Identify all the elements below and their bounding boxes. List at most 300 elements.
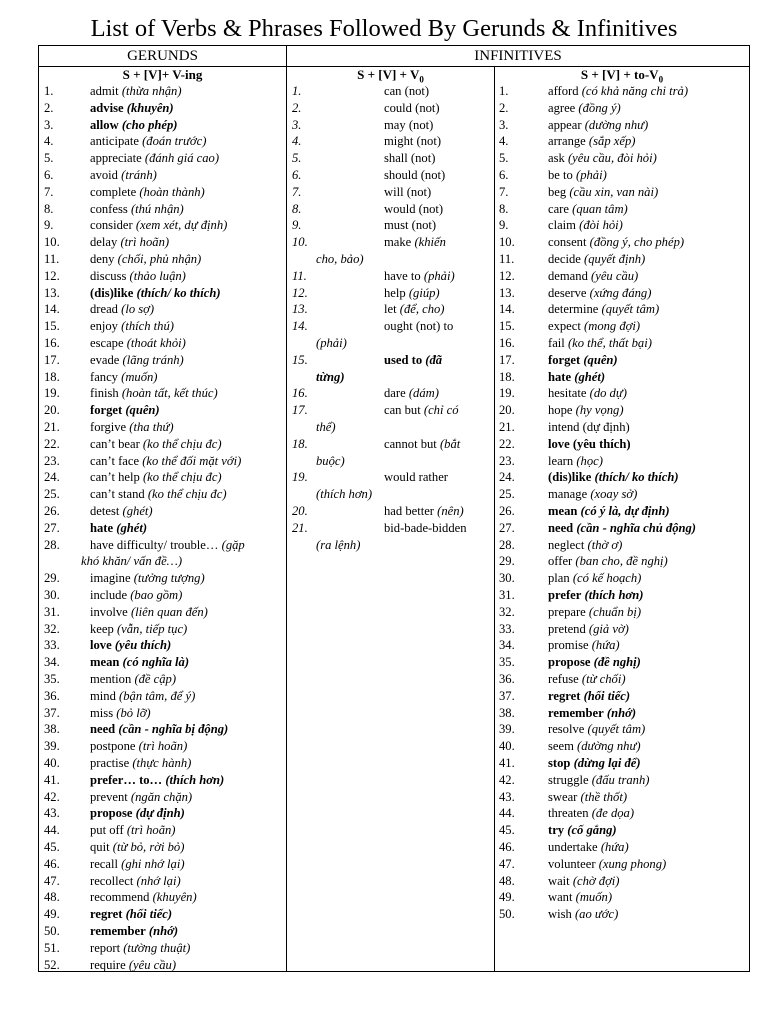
item-number: 27.	[44, 520, 60, 535]
item-number: 24.	[44, 470, 60, 485]
list-item	[499, 721, 747, 738]
item-number: 28.	[44, 537, 60, 552]
item-text	[90, 957, 176, 974]
item-number: 23.	[499, 453, 515, 468]
list-item	[292, 503, 490, 520]
item-text	[384, 520, 467, 537]
item-number: 10.	[499, 235, 515, 250]
meaning: (thích/ ko thích)	[594, 470, 679, 485]
meaning: (trì hoãn)	[120, 235, 170, 250]
item-text	[548, 335, 652, 352]
meaning: (từ bỏ, rời bỏ)	[112, 840, 185, 854]
list-item	[499, 369, 747, 386]
verb: recommend	[90, 890, 150, 905]
item-number: 4.	[292, 134, 302, 149]
meaning: (xứng đáng)	[589, 285, 652, 300]
verb: ought (not) to	[384, 319, 454, 334]
item-number: 47.	[499, 856, 515, 871]
list-item	[44, 402, 284, 419]
item-number: 9.	[499, 218, 509, 233]
verb: love	[548, 436, 570, 451]
verb: hesitate	[548, 386, 587, 401]
verb: cannot but	[384, 436, 437, 451]
verb: seem	[548, 739, 574, 754]
item-text	[90, 100, 174, 117]
item-text	[548, 604, 641, 621]
list-item	[44, 537, 284, 554]
verb: involve	[90, 604, 128, 619]
meaning: (vẫn, tiếp tục)	[116, 621, 188, 636]
list-item	[44, 520, 284, 537]
list-item	[499, 587, 747, 604]
item-number: 40.	[44, 756, 60, 770]
list-item	[499, 184, 747, 201]
item-number: 17.	[44, 352, 60, 367]
meaning: (xoay sở)	[590, 487, 638, 502]
item-number: 33.	[499, 621, 515, 636]
item-number: 38.	[44, 722, 60, 737]
list-item	[44, 453, 284, 470]
item-number: 36.	[44, 688, 60, 703]
verb: consider	[90, 218, 133, 233]
item-number: 44.	[44, 823, 60, 838]
item-text	[548, 789, 627, 806]
list-item	[292, 352, 490, 369]
meaning: (bỏ lỡ)	[116, 705, 151, 720]
item-number: 19.	[44, 386, 60, 401]
item-text	[90, 721, 228, 738]
verb: can but	[384, 403, 421, 418]
verb: report	[90, 940, 121, 955]
verb: should (not)	[384, 168, 446, 182]
item-number: 2.	[292, 100, 302, 115]
item-number: 41.	[499, 756, 515, 770]
item-text	[384, 385, 439, 402]
item-text	[548, 553, 668, 570]
list-item	[44, 234, 284, 251]
verb: swear	[548, 789, 578, 804]
item-text	[90, 402, 160, 419]
meaning: (trì hoãn)	[126, 823, 176, 838]
item-number: 10.	[44, 235, 60, 250]
list-item	[499, 469, 747, 486]
verb: postpone	[90, 739, 136, 754]
item-number: 8.	[499, 201, 509, 216]
item-text	[384, 301, 445, 318]
list-item	[499, 285, 747, 302]
verb: help	[384, 285, 406, 300]
meaning-continuation: cho, bảo)	[316, 252, 364, 266]
meaning: (dự định)	[135, 806, 185, 821]
item-text	[90, 268, 186, 285]
meaning: (từ chối)	[581, 672, 626, 686]
meaning: (chuẩn bị)	[588, 604, 642, 619]
list-item	[499, 537, 747, 554]
meaning: (thích hơn)	[584, 588, 644, 602]
list-item	[499, 301, 747, 318]
meaning: (dám)	[408, 386, 439, 401]
item-number: 24.	[499, 470, 515, 485]
meaning: (liên quan đến)	[130, 604, 208, 619]
list-item	[499, 133, 747, 150]
meaning: (cố gắng)	[567, 823, 617, 838]
verb: be to	[548, 168, 573, 182]
item-text	[90, 503, 153, 520]
item-text	[548, 285, 651, 302]
item-text	[90, 839, 184, 856]
verb: bid-bade-bidden	[384, 520, 467, 535]
meaning: (cần - nghĩa bị động)	[118, 722, 229, 737]
item-text	[384, 217, 436, 234]
item-number: 25.	[44, 487, 60, 502]
item-text	[90, 335, 186, 352]
item-number: 17.	[499, 352, 515, 367]
item-number: 23.	[44, 453, 60, 468]
item-number: 51.	[44, 940, 60, 955]
list-item	[44, 469, 284, 486]
list-item	[499, 167, 747, 184]
item-number: 46.	[499, 840, 515, 854]
item-number: 49.	[44, 907, 60, 922]
item-text	[90, 537, 245, 554]
meaning: (thích thú)	[121, 319, 174, 334]
verb: discuss	[90, 268, 127, 283]
item-text	[90, 940, 190, 957]
list-item	[292, 402, 490, 419]
list-item	[44, 133, 284, 150]
verb: ask	[548, 151, 565, 166]
meaning: (đề cập)	[134, 672, 177, 686]
list-item	[499, 83, 747, 100]
list-item	[499, 688, 747, 705]
bare-infinitive-pattern	[287, 66, 494, 84]
item-number: 39.	[499, 722, 515, 737]
list-item	[292, 318, 490, 335]
list-item	[292, 201, 490, 218]
item-text	[90, 167, 157, 184]
list-item	[44, 587, 284, 604]
item-number: 21.	[44, 420, 60, 434]
meaning: (có kế hoạch)	[572, 571, 642, 586]
meaning-continuation: thể)	[316, 420, 336, 434]
item-number: 50.	[44, 924, 60, 938]
meaning: (tha thứ)	[129, 420, 174, 434]
meaning: (quan tâm)	[572, 201, 628, 216]
item-number: 16.	[292, 386, 308, 401]
meaning: (quyết tâm)	[601, 302, 660, 317]
verb: undertake	[548, 840, 598, 854]
item-text	[548, 201, 628, 218]
meaning: (đồng ý, cho phép)	[589, 235, 685, 250]
item-number: 14.	[292, 319, 308, 334]
meaning: (hứa)	[591, 638, 620, 653]
meaning: (hoàn thành)	[139, 184, 205, 199]
divider-gerunds	[286, 46, 287, 971]
meaning: (yêu thích)	[114, 638, 172, 653]
item-number: 43.	[44, 806, 60, 821]
meaning: (ban cho, đề nghị)	[575, 554, 668, 569]
verb: put off	[90, 823, 124, 838]
to-pattern-text: S + [V] + to-V	[580, 67, 659, 82]
verb: may (not)	[384, 117, 434, 132]
verb: let	[384, 302, 397, 317]
list-item	[499, 906, 747, 923]
verb: mind	[90, 688, 116, 703]
item-number: 11.	[499, 252, 515, 266]
list-item	[499, 385, 747, 402]
item-number: 11.	[44, 252, 60, 266]
list-item	[499, 486, 747, 503]
item-number: 36.	[499, 672, 515, 686]
list-item	[44, 772, 284, 789]
verb: prefer… to…	[90, 772, 163, 787]
item-number: 20.	[292, 504, 308, 518]
item-number: 35.	[499, 655, 515, 670]
meaning: (thoát khỏi)	[126, 336, 186, 350]
verb: can (not)	[384, 84, 430, 98]
meaning: (quyết tâm)	[587, 722, 646, 737]
meaning-continuation: khó khăn/ vấn đề…)	[81, 554, 183, 569]
verb: arrange	[548, 134, 586, 149]
item-text	[90, 671, 176, 688]
item-text	[90, 83, 182, 100]
list-item	[44, 184, 284, 201]
item-number: 40.	[499, 739, 515, 754]
item-number: 31.	[499, 588, 515, 602]
item-number: 39.	[44, 739, 60, 754]
item-text	[548, 906, 618, 923]
meaning: (bao gồm)	[130, 588, 183, 602]
meaning: (sắp xếp)	[588, 134, 636, 149]
list-item	[292, 100, 490, 117]
item-text	[90, 755, 191, 772]
list-item	[44, 957, 284, 974]
item-text	[384, 167, 445, 184]
verb: appreciate	[90, 151, 142, 166]
verb: have difficulty/ trouble…	[90, 537, 219, 552]
header-row	[39, 46, 749, 67]
meaning: (lãng tránh)	[122, 352, 184, 367]
meaning-continuation: (thích hơn)	[316, 487, 373, 502]
item-text	[548, 251, 645, 268]
item-text	[548, 503, 670, 520]
item-text	[90, 184, 205, 201]
item-number: 3.	[499, 117, 509, 132]
meaning: (ko thể đối mặt với)	[142, 453, 242, 468]
verb: propose	[548, 655, 591, 670]
meaning: (ko thể chịu đc)	[147, 487, 227, 502]
verb: could (not)	[384, 100, 440, 115]
item-text	[384, 234, 446, 251]
item-text	[90, 738, 187, 755]
verb: had better	[384, 504, 434, 518]
list-item	[499, 654, 747, 671]
meaning: (xem xét, dự định)	[135, 218, 228, 233]
item-number: 22.	[44, 436, 60, 451]
item-number: 3.	[44, 117, 54, 132]
item-text	[90, 469, 222, 486]
meaning: (dự định)	[582, 420, 630, 434]
item-number: 13.	[292, 302, 308, 317]
verb: care	[548, 201, 569, 216]
verb: forget	[548, 352, 581, 367]
verb: try	[548, 823, 565, 838]
list-item	[499, 553, 747, 570]
item-text	[548, 654, 641, 671]
verb: recall	[90, 856, 118, 871]
item-number: 13.	[44, 285, 60, 300]
list-item	[292, 520, 490, 537]
meaning: (yêu cầu)	[128, 957, 177, 972]
meaning-continuation: buộc)	[316, 453, 345, 468]
item-number: 48.	[499, 873, 515, 888]
meaning: (có ý là, dự định)	[580, 504, 670, 518]
item-text	[90, 217, 227, 234]
meaning: (chỉ có	[423, 403, 459, 418]
verb: (dis)like	[90, 285, 134, 300]
list-item	[44, 83, 284, 100]
item-number: 6.	[44, 168, 54, 182]
meaning: (ko thể, thất bại)	[567, 336, 652, 350]
list-item	[499, 402, 747, 419]
item-text	[548, 385, 627, 402]
meaning: (đã	[425, 352, 443, 367]
item-text	[548, 621, 629, 638]
verb: can’t help	[90, 470, 140, 485]
list-item	[292, 217, 490, 234]
item-number: 11.	[292, 268, 307, 283]
item-text	[548, 167, 607, 184]
meaning: (nhớ)	[606, 705, 637, 720]
item-text	[548, 889, 612, 906]
meaning: (giúp)	[408, 285, 440, 300]
verb: fancy	[90, 369, 118, 384]
verb: claim	[548, 218, 576, 233]
list-item	[44, 688, 284, 705]
verb: offer	[548, 554, 573, 569]
verb: advise	[90, 100, 124, 115]
item-text	[90, 520, 147, 537]
verb: anticipate	[90, 134, 139, 149]
item-text	[90, 906, 172, 923]
verb: used to	[384, 352, 423, 367]
item-number: 5.	[499, 151, 509, 166]
verb: neglect	[548, 537, 585, 552]
meaning: (lo sợ)	[121, 302, 155, 317]
item-text	[548, 402, 624, 419]
item-text	[90, 570, 205, 587]
item-number: 4.	[499, 134, 509, 149]
verb: forgive	[90, 420, 127, 434]
meaning: (chờ đợi)	[572, 873, 620, 888]
list-item	[499, 251, 747, 268]
item-number: 42.	[44, 789, 60, 804]
item-number: 5.	[44, 151, 54, 166]
item-text	[90, 369, 158, 386]
verb: hate	[548, 369, 572, 384]
verb: evade	[90, 352, 120, 367]
divider-infinitives	[494, 66, 495, 971]
item-number: 32.	[499, 604, 515, 619]
item-number: 19.	[499, 386, 515, 401]
list-item	[499, 436, 747, 453]
meaning: (quyết định)	[584, 252, 646, 266]
list-item	[44, 117, 284, 134]
verb: intend	[548, 420, 580, 434]
item-text	[548, 486, 637, 503]
item-number: 6.	[292, 168, 302, 182]
item-text	[90, 873, 181, 890]
list-item	[499, 100, 747, 117]
list-item	[292, 117, 490, 134]
item-number: 7.	[499, 184, 509, 199]
item-number: 33.	[44, 638, 60, 653]
item-text	[548, 873, 620, 890]
item-text	[90, 637, 171, 654]
item-text	[90, 789, 192, 806]
verb: imagine	[90, 571, 131, 586]
item-number: 29.	[499, 554, 515, 569]
list-item	[292, 234, 490, 251]
verb: deserve	[548, 285, 587, 300]
list-item	[44, 318, 284, 335]
meaning: (xung phong)	[598, 856, 667, 871]
item-text	[548, 671, 626, 688]
item-text	[384, 352, 442, 369]
verb: agree	[548, 100, 576, 115]
item-number: 13.	[499, 285, 515, 300]
list-item	[44, 201, 284, 218]
meaning: (quên)	[125, 403, 160, 418]
list-item	[44, 301, 284, 318]
item-text	[548, 117, 648, 134]
list-item	[499, 889, 747, 906]
verb: stop	[548, 756, 571, 770]
item-number: 6.	[499, 168, 509, 182]
list-item	[499, 570, 747, 587]
list-item	[44, 738, 284, 755]
verb: afford	[548, 84, 579, 98]
list-item	[292, 436, 490, 453]
verb: require	[90, 957, 126, 972]
meaning: (thề thốt)	[580, 789, 628, 804]
item-text	[384, 150, 435, 167]
list-item	[499, 637, 747, 654]
list-item	[499, 234, 747, 251]
item-number: 27.	[499, 520, 515, 535]
item-number: 25.	[499, 487, 515, 502]
item-text	[90, 889, 197, 906]
infinitives-header: INFINITIVES	[474, 48, 562, 64]
item-text	[548, 100, 621, 117]
verb: determine	[548, 302, 599, 317]
meaning: (chối, phủ nhận)	[117, 252, 202, 266]
meaning: (nhớ lại)	[136, 873, 181, 888]
verb: want	[548, 890, 573, 905]
list-item	[292, 385, 490, 402]
list-item	[44, 369, 284, 386]
item-number: 30.	[44, 588, 60, 602]
verb: beg	[548, 184, 567, 199]
verb: escape	[90, 336, 124, 350]
meaning: (tránh)	[121, 168, 157, 182]
meaning: (tưởng tượng)	[133, 571, 205, 586]
list-item	[44, 889, 284, 906]
meaning: (ko thể chịu đc)	[142, 470, 222, 485]
verb: finish	[90, 386, 119, 401]
meaning: (yêu cầu)	[591, 268, 639, 283]
list-item	[499, 453, 747, 470]
